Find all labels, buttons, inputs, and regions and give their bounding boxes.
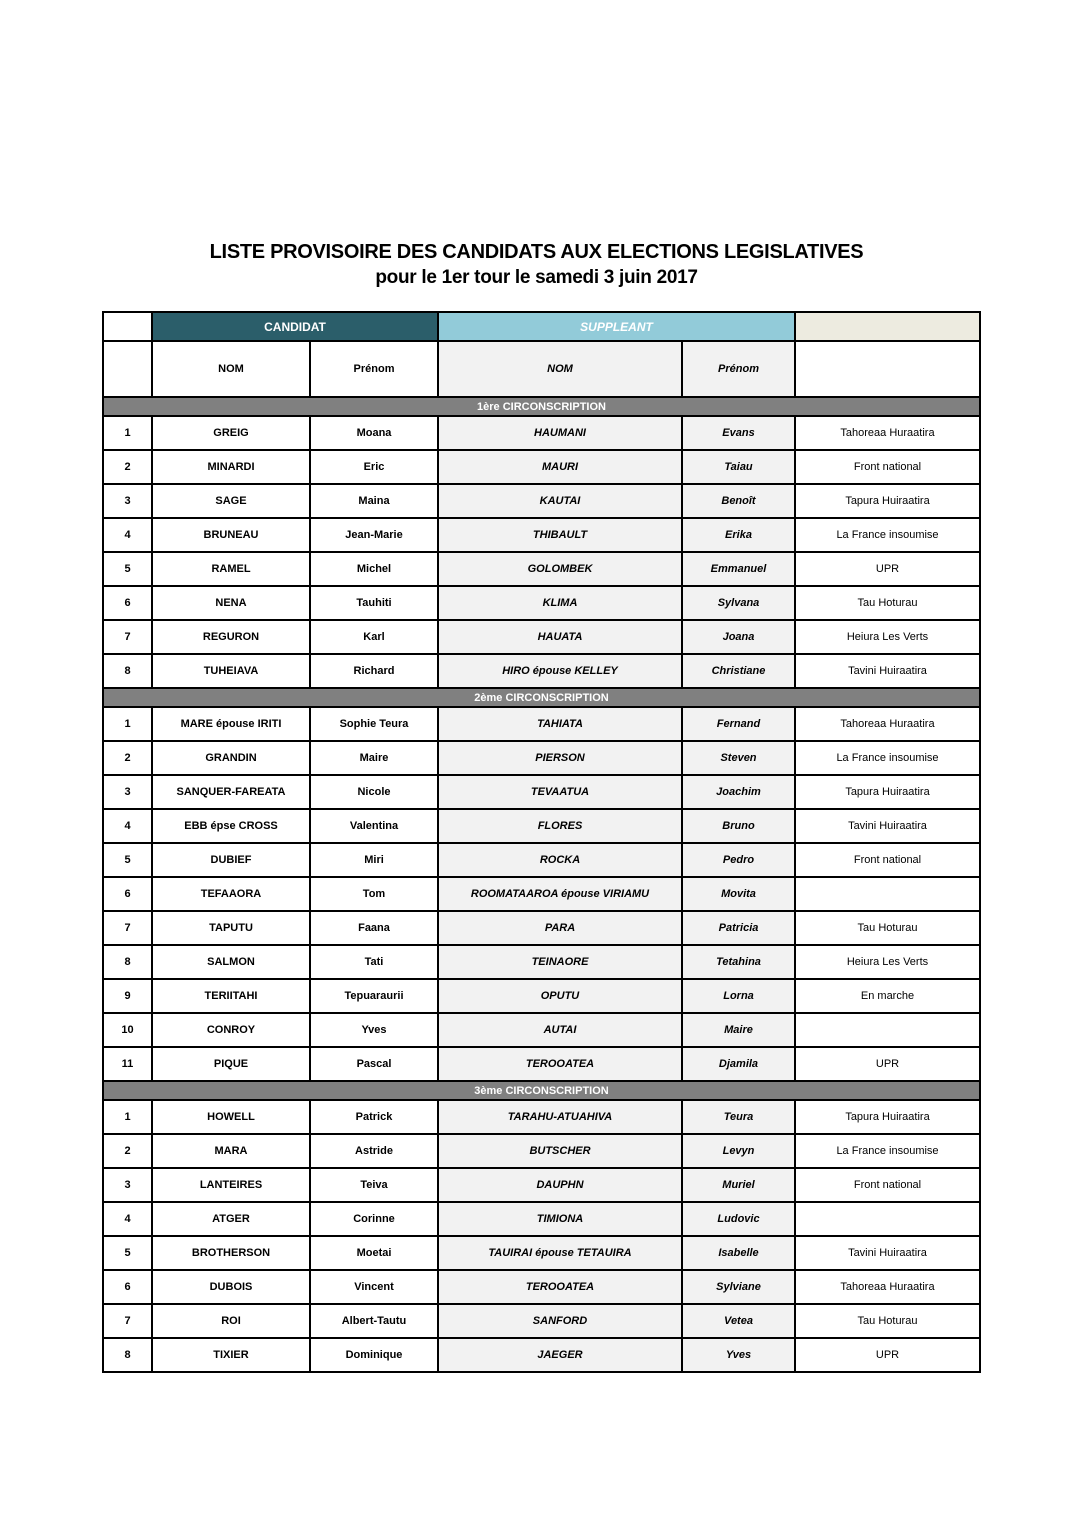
candidate-nom: SANQUER-FAREATA xyxy=(152,775,310,809)
candidate-row xyxy=(103,518,980,552)
candidate-row xyxy=(103,843,980,877)
candidate-nom: TIXIER xyxy=(152,1338,310,1372)
candidate-row xyxy=(103,1100,980,1134)
party-label: Tau Hoturau xyxy=(795,1304,980,1338)
row-number: 1 xyxy=(103,707,152,741)
suppleant-nom: TAHIATA xyxy=(438,707,682,741)
candidate-nom: DUBIEF xyxy=(152,843,310,877)
party-label: Heiura Les Verts xyxy=(795,620,980,654)
candidate-row xyxy=(103,620,980,654)
party-label xyxy=(795,877,980,911)
candidate-prenom: Miri xyxy=(310,843,438,877)
party-label: UPR xyxy=(795,552,980,586)
candidate-row xyxy=(103,945,980,979)
row-number: 4 xyxy=(103,518,152,552)
row-number: 8 xyxy=(103,1338,152,1372)
row-number: 2 xyxy=(103,741,152,775)
candidate-row xyxy=(103,877,980,911)
suppleant-group-header: SUPPLEANT xyxy=(438,312,795,341)
party-label: Heiura Les Verts xyxy=(795,945,980,979)
section-header-row xyxy=(103,397,980,416)
candidate-prenom: Corinne xyxy=(310,1202,438,1236)
candidate-row xyxy=(103,775,980,809)
party-label: Front national xyxy=(795,843,980,877)
suppleant-prenom: Lorna xyxy=(682,979,795,1013)
candidate-row xyxy=(103,1134,980,1168)
row-number: 1 xyxy=(103,1100,152,1134)
suppleant-prenom: Sylviane xyxy=(682,1270,795,1304)
candidate-prenom: Jean-Marie xyxy=(310,518,438,552)
candidate-row xyxy=(103,1202,980,1236)
row-number: 5 xyxy=(103,843,152,877)
candidate-prenom: Sophie Teura xyxy=(310,707,438,741)
candidate-row xyxy=(103,1338,980,1372)
suppleant-nom: PIERSON xyxy=(438,741,682,775)
candidate-prenom: Michel xyxy=(310,552,438,586)
row-number: 1 xyxy=(103,416,152,450)
party-label: UPR xyxy=(795,1047,980,1081)
candidate-nom: PIQUE xyxy=(152,1047,310,1081)
candidate-nom: CONROY xyxy=(152,1013,310,1047)
candidate-row xyxy=(103,552,980,586)
party-group-header-cell xyxy=(795,312,980,341)
suppleant-nom: HAUMANI xyxy=(438,416,682,450)
candidate-prenom: Dominique xyxy=(310,1338,438,1372)
candidate-nom: BRUNEAU xyxy=(152,518,310,552)
party-label: UPR xyxy=(795,1338,980,1372)
party-label: Tavini Huiraatira xyxy=(795,809,980,843)
candidate-row xyxy=(103,1304,980,1338)
suppleant-prenom: Erika xyxy=(682,518,795,552)
candidat-group-header: CANDIDAT xyxy=(152,312,438,341)
party-label: Tapura Huiraatira xyxy=(795,484,980,518)
suppleant-nom: GOLOMBEK xyxy=(438,552,682,586)
candidate-nom: DUBOIS xyxy=(152,1270,310,1304)
candidate-row xyxy=(103,1013,980,1047)
row-number: 6 xyxy=(103,586,152,620)
candidate-nom: MARA xyxy=(152,1134,310,1168)
candidate-nom: HOWELL xyxy=(152,1100,310,1134)
candidate-prenom: Nicole xyxy=(310,775,438,809)
document-title xyxy=(0,240,1073,290)
candidate-prenom: Valentina xyxy=(310,809,438,843)
suppleant-prenom: Teura xyxy=(682,1100,795,1134)
suppleant-nom: AUTAI xyxy=(438,1013,682,1047)
candidate-row xyxy=(103,741,980,775)
title-line-1: LISTE PROVISOIRE DES CANDIDATS AUX ELECTIONS LEGISLATIVES xyxy=(209,241,864,263)
suppleant-prenom: Muriel xyxy=(682,1168,795,1202)
row-number: 7 xyxy=(103,911,152,945)
table-body xyxy=(103,397,980,1372)
suppleant-prenom: Sylvana xyxy=(682,586,795,620)
suppleant-nom: BUTSCHER xyxy=(438,1134,682,1168)
suppleant-nom: KLIMA xyxy=(438,586,682,620)
candidate-prenom: Tepuaraurii xyxy=(310,979,438,1013)
suppleant-nom: TIMIONA xyxy=(438,1202,682,1236)
row-number: 7 xyxy=(103,1304,152,1338)
candidate-row xyxy=(103,1270,980,1304)
suppleant-nom: TEVAATUA xyxy=(438,775,682,809)
party-label: La France insoumise xyxy=(795,1134,980,1168)
row-number: 3 xyxy=(103,775,152,809)
candidate-nom: TEFAAORA xyxy=(152,877,310,911)
suppleant-prenom: Tetahina xyxy=(682,945,795,979)
candidate-nom: REGURON xyxy=(152,620,310,654)
candidate-row xyxy=(103,707,980,741)
candidate-nom: TERIITAHI xyxy=(152,979,310,1013)
suppleant-prenom: Emmanuel xyxy=(682,552,795,586)
section-label: 1ère CIRCONSCRIPTION xyxy=(103,397,980,416)
suppleant-nom: OPUTU xyxy=(438,979,682,1013)
suppleant-prenom: Taiau xyxy=(682,450,795,484)
party-label: Tapura Huiraatira xyxy=(795,1100,980,1134)
candidate-prenom: Tati xyxy=(310,945,438,979)
candidate-row xyxy=(103,586,980,620)
party-label: Tau Hoturau xyxy=(795,911,980,945)
suppleant-nom: FLORES xyxy=(438,809,682,843)
suppleant-prenom: Ludovic xyxy=(682,1202,795,1236)
suppleant-prenom: Movita xyxy=(682,877,795,911)
candidate-row xyxy=(103,1168,980,1202)
suppleant-prenom: Bruno xyxy=(682,809,795,843)
row-number: 2 xyxy=(103,1134,152,1168)
candidat-prenom-header: Prénom xyxy=(310,341,438,397)
candidate-prenom: Faana xyxy=(310,911,438,945)
suppleant-prenom: Yves xyxy=(682,1338,795,1372)
suppleant-nom: TEROOATEA xyxy=(438,1047,682,1081)
candidates-table xyxy=(102,311,981,1373)
suppleant-prenom: Fernand xyxy=(682,707,795,741)
party-label xyxy=(795,1202,980,1236)
suppleant-prenom: Djamila xyxy=(682,1047,795,1081)
suppleant-nom: KAUTAI xyxy=(438,484,682,518)
suppleant-prenom: Joana xyxy=(682,620,795,654)
row-number: 4 xyxy=(103,1202,152,1236)
suppleant-nom: SANFORD xyxy=(438,1304,682,1338)
suppleant-nom: TEINAORE xyxy=(438,945,682,979)
row-number: 2 xyxy=(103,450,152,484)
candidate-prenom: Eric xyxy=(310,450,438,484)
section-label: 2ème CIRCONSCRIPTION xyxy=(103,688,980,707)
candidate-nom: ROI xyxy=(152,1304,310,1338)
top-left-spacer-cell xyxy=(103,312,152,341)
suppleant-nom: THIBAULT xyxy=(438,518,682,552)
suppleant-prenom: Steven xyxy=(682,741,795,775)
party-label xyxy=(795,1013,980,1047)
suppleant-nom-header: NOM xyxy=(438,341,682,397)
candidate-nom: BROTHERSON xyxy=(152,1236,310,1270)
candidat-nom-header: NOM xyxy=(152,341,310,397)
candidate-row xyxy=(103,654,980,688)
candidate-prenom: Maire xyxy=(310,741,438,775)
candidate-nom: LANTEIRES xyxy=(152,1168,310,1202)
suppleant-nom: TEROOATEA xyxy=(438,1270,682,1304)
candidate-nom: MINARDI xyxy=(152,450,310,484)
party-label: Tau Hoturau xyxy=(795,586,980,620)
party-label: Front national xyxy=(795,1168,980,1202)
suppleant-nom: ROCKA xyxy=(438,843,682,877)
row-number: 11 xyxy=(103,1047,152,1081)
candidate-nom: TUHEIAVA xyxy=(152,654,310,688)
party-label: Tapura Huiraatira xyxy=(795,775,980,809)
suppleant-prenom: Levyn xyxy=(682,1134,795,1168)
party-label: Tahoreaa Huraatira xyxy=(795,1270,980,1304)
candidate-row xyxy=(103,1047,980,1081)
row-number: 4 xyxy=(103,809,152,843)
candidate-prenom: Tauhiti xyxy=(310,586,438,620)
suppleant-nom: TARAHU-ATUAHIVA xyxy=(438,1100,682,1134)
group-header-row xyxy=(103,312,980,341)
section-label: 3ème CIRCONSCRIPTION xyxy=(103,1081,980,1100)
candidate-prenom: Pascal xyxy=(310,1047,438,1081)
party-label: Front national xyxy=(795,450,980,484)
row-number: 10 xyxy=(103,1013,152,1047)
row-number: 5 xyxy=(103,1236,152,1270)
candidate-prenom: Moana xyxy=(310,416,438,450)
candidate-row xyxy=(103,416,980,450)
suppleant-nom: PARA xyxy=(438,911,682,945)
party-label: En marche xyxy=(795,979,980,1013)
party-label: La France insoumise xyxy=(795,518,980,552)
suppleant-nom: ROOMATAAROA épouse VIRIAMU xyxy=(438,877,682,911)
suppleant-prenom: Isabelle xyxy=(682,1236,795,1270)
suppleant-prenom: Patricia xyxy=(682,911,795,945)
suppleant-nom: JAEGER xyxy=(438,1338,682,1372)
candidate-nom: GREIG xyxy=(152,416,310,450)
suppleant-prenom: Benoît xyxy=(682,484,795,518)
candidate-prenom: Astride xyxy=(310,1134,438,1168)
suppleant-prenom: Maire xyxy=(682,1013,795,1047)
suppleant-nom: HAUATA xyxy=(438,620,682,654)
candidate-prenom: Maina xyxy=(310,484,438,518)
candidate-row xyxy=(103,809,980,843)
candidate-prenom: Moetai xyxy=(310,1236,438,1270)
candidate-prenom: Patrick xyxy=(310,1100,438,1134)
row-number-header-cell xyxy=(103,341,152,397)
suppleant-prenom: Evans xyxy=(682,416,795,450)
candidate-nom: MARE épouse IRITI xyxy=(152,707,310,741)
party-label: Tahoreaa Huraatira xyxy=(795,707,980,741)
row-number: 6 xyxy=(103,877,152,911)
suppleant-prenom-header: Prénom xyxy=(682,341,795,397)
candidate-nom: SALMON xyxy=(152,945,310,979)
suppleant-prenom: Pedro xyxy=(682,843,795,877)
candidate-nom: NENA xyxy=(152,586,310,620)
party-header-cell xyxy=(795,341,980,397)
party-label: La France insoumise xyxy=(795,741,980,775)
row-number: 3 xyxy=(103,484,152,518)
candidate-prenom: Karl xyxy=(310,620,438,654)
row-number: 7 xyxy=(103,620,152,654)
section-header-row xyxy=(103,1081,980,1100)
suppleant-nom: MAURI xyxy=(438,450,682,484)
candidate-row xyxy=(103,450,980,484)
candidate-nom: ATGER xyxy=(152,1202,310,1236)
suppleant-prenom: Christiane xyxy=(682,654,795,688)
row-number: 9 xyxy=(103,979,152,1013)
candidate-prenom: Yves xyxy=(310,1013,438,1047)
section-header-row xyxy=(103,688,980,707)
suppleant-prenom: Vetea xyxy=(682,1304,795,1338)
candidate-prenom: Vincent xyxy=(310,1270,438,1304)
row-number: 8 xyxy=(103,654,152,688)
candidate-nom: EBB épse CROSS xyxy=(152,809,310,843)
candidate-nom: TAPUTU xyxy=(152,911,310,945)
candidate-nom: RAMEL xyxy=(152,552,310,586)
candidate-row xyxy=(103,979,980,1013)
candidate-row xyxy=(103,484,980,518)
suppleant-prenom: Joachim xyxy=(682,775,795,809)
suppleant-nom: TAUIRAI épouse TETAUIRA xyxy=(438,1236,682,1270)
candidate-prenom: Teiva xyxy=(310,1168,438,1202)
suppleant-nom: DAUPHN xyxy=(438,1168,682,1202)
row-number: 5 xyxy=(103,552,152,586)
party-label: Tavini Huiraatira xyxy=(795,654,980,688)
candidate-nom: GRANDIN xyxy=(152,741,310,775)
row-number: 3 xyxy=(103,1168,152,1202)
candidate-row xyxy=(103,911,980,945)
candidate-prenom: Albert-Tautu xyxy=(310,1304,438,1338)
candidate-row xyxy=(103,1236,980,1270)
candidate-nom: SAGE xyxy=(152,484,310,518)
row-number: 6 xyxy=(103,1270,152,1304)
party-label: Tavini Huiraatira xyxy=(795,1236,980,1270)
row-number: 8 xyxy=(103,945,152,979)
party-label: Tahoreaa Huraatira xyxy=(795,416,980,450)
candidate-prenom: Tom xyxy=(310,877,438,911)
candidate-prenom: Richard xyxy=(310,654,438,688)
suppleant-nom: HIRO épouse KELLEY xyxy=(438,654,682,688)
title-line-2: pour le 1er tour le samedi 3 juin 2017 xyxy=(375,267,698,288)
column-header-row xyxy=(103,341,980,397)
